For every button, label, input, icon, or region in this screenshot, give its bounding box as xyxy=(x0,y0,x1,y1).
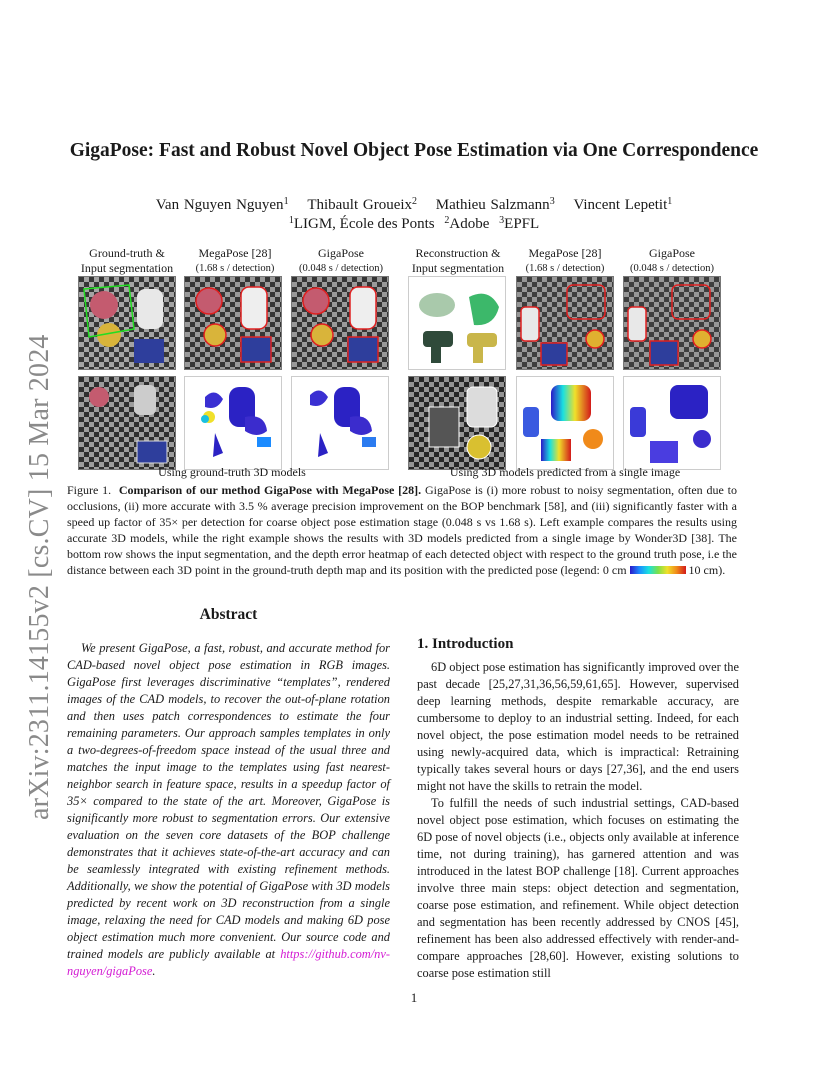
figure-image-input-segmentation xyxy=(408,376,506,470)
author: Mathieu Salzmann$^3$ xyxy=(435,196,555,213)
arxiv-watermark: arXiv:2311.14155v2 [cs.CV] 15 Mar 2024 xyxy=(24,334,55,820)
author: Van Nguyen Nguyen$^1$ xyxy=(155,196,289,213)
abstract-heading: Abstract xyxy=(199,606,258,623)
author: Thibault Groueix$^2$ xyxy=(307,196,418,213)
figure-image-gigapose-scene xyxy=(623,276,721,370)
author: Vincent Lepetit$^1$ xyxy=(573,196,673,213)
figure-image-megapose-heatmap xyxy=(184,376,282,470)
figure-column-label: GigaPose (0.048 s / detection) xyxy=(299,246,383,274)
figure-column-label: Reconstruction & Input segmentation xyxy=(411,246,505,275)
section-heading: 1. Introduction xyxy=(417,636,514,652)
figure-column-label: GigaPose (0.048 s / detection) xyxy=(630,246,714,274)
figure-image-gigapose-scene xyxy=(291,276,389,370)
figure-image-gigapose-heatmap xyxy=(623,376,721,470)
figure-caption: Figure 1. Comparison of our method GigaPose with MegaPose [28]. GigaPose is (i) more robust to noisy segmentation, often due to occlusions, (ii) more accurate with 3.5 % average precision improvement on the BOP benchmark [58], and (iii) significantly faster with a speed up factor of 35× per detection for coarse object pose estimation stage (0.048 s vs 1.68 s). Left example compares the results using accurate 3D models, while the right example shows the results with 3D models predicted from a single image by Wonder3D [38]. The bottom row shows the input segmentation, and the depth error heatmap of each detected object with respect to the ground truth pose, i.e the distance between each 3D point in the ground-truth depth map and its position with the predicted pose (legend: 0 cm 10 cm). xyxy=(67,483,738,577)
figure-column-label: MegaPose [28] (1.68 s / detection) xyxy=(525,246,605,274)
introduction-text xyxy=(417,659,739,982)
page-number: 1 xyxy=(410,990,418,1005)
figure-image-megapose-scene xyxy=(184,276,282,370)
colormap-legend-bar xyxy=(630,566,686,574)
figure-right-subcaption: Using 3D models predicted from a single image xyxy=(449,465,681,479)
paper-title: GigaPose: Fast and Robust Novel Object Pose Estimation via One Correspondence xyxy=(69,140,759,161)
figure-image-gigapose-heatmap xyxy=(291,376,389,470)
paragraph: To fulfill the needs of such industrial settings, CAD-based novel object pose estimation, which focuses on estimating the 6D pose of novel objects (i.e., objects only available at inference time, not during training), has garnered attention and was introduced in the latest BOP challenge [18]. Current approaches involve three main steps: object detection and segmentation, coarse pose estimation, and refinement. While object detection and segmentation has been recently addressed by CNOS [45], refinement has been also addressed effectively with render-and-compare approaches [28,60]. However, existing solutions to coarse pose estimation still xyxy=(417,796,739,980)
figure-image-gt-segmentation xyxy=(78,376,176,470)
figure-column-label: MegaPose [28] (1.68 s / detection) xyxy=(195,246,275,274)
figure-image-reconstruction xyxy=(408,276,506,370)
figure-image-gt-scene xyxy=(78,276,176,370)
affiliation-list: $^1$LIGM, École des Ponts $^2$Adobe $^3$EPFL xyxy=(288,215,540,232)
figure-column-label: Ground-truth & Input segmentation xyxy=(80,246,174,275)
figure-image-megapose-scene xyxy=(516,276,614,370)
figure-image-megapose-heatmap xyxy=(516,376,614,470)
author-list xyxy=(0,196,828,214)
paragraph: 6D object pose estimation has significantly improved over the past decade [25,27,31,36,56,59,61,65]. However, supervised deep learning methods, despite remarkable accuracy, are cumbersome to deploy to an industrial setting. Indeed, for each novel object, the pose estimation model needs to be retrained using newly-acquired data, which is impractical: Retraining typically takes several hours or days [27,36], and the end users might not have the skills to retrain the model. xyxy=(417,660,739,793)
github-link[interactable]: https://github.com/nv-nguyen/gigaPose xyxy=(67,947,390,978)
abstract-text: We present GigaPose, a fast, robust, and accurate method for CAD-based novel object pose estimation in RGB images. GigaPose first leverages discriminative “templates”, rendered images of the CAD models, to recover the out-of-plane rotation and then uses patch correspondences to estimate the four remaining parameters. Our approach samples templates in only a two-degrees-of-freedom space instead of the usual three and matches the input image to the templates using fast nearest-neighbor search in feature space, results in a speedup factor of 35× compared to the state of the art. Moreover, GigaPose is significantly more robust to segmentation errors. Our extensive evaluation on the seven core datasets of the BOP challenge demonstrates that it achieves state-of-the-art accuracy and can be seamlessly integrated with existing refinement methods. Additionally, we show the potential of GigaPose with 3D models predicted by recent work on 3D reconstruction from a single image, relaxing the need for CAD models and making 6D pose object estimation much more convenient. Our source code and trained models are publicly available at https://github.com/nv-nguyen/gigaPose. xyxy=(67,641,390,978)
figure-left-subcaption: Using ground-truth 3D models xyxy=(158,465,306,479)
